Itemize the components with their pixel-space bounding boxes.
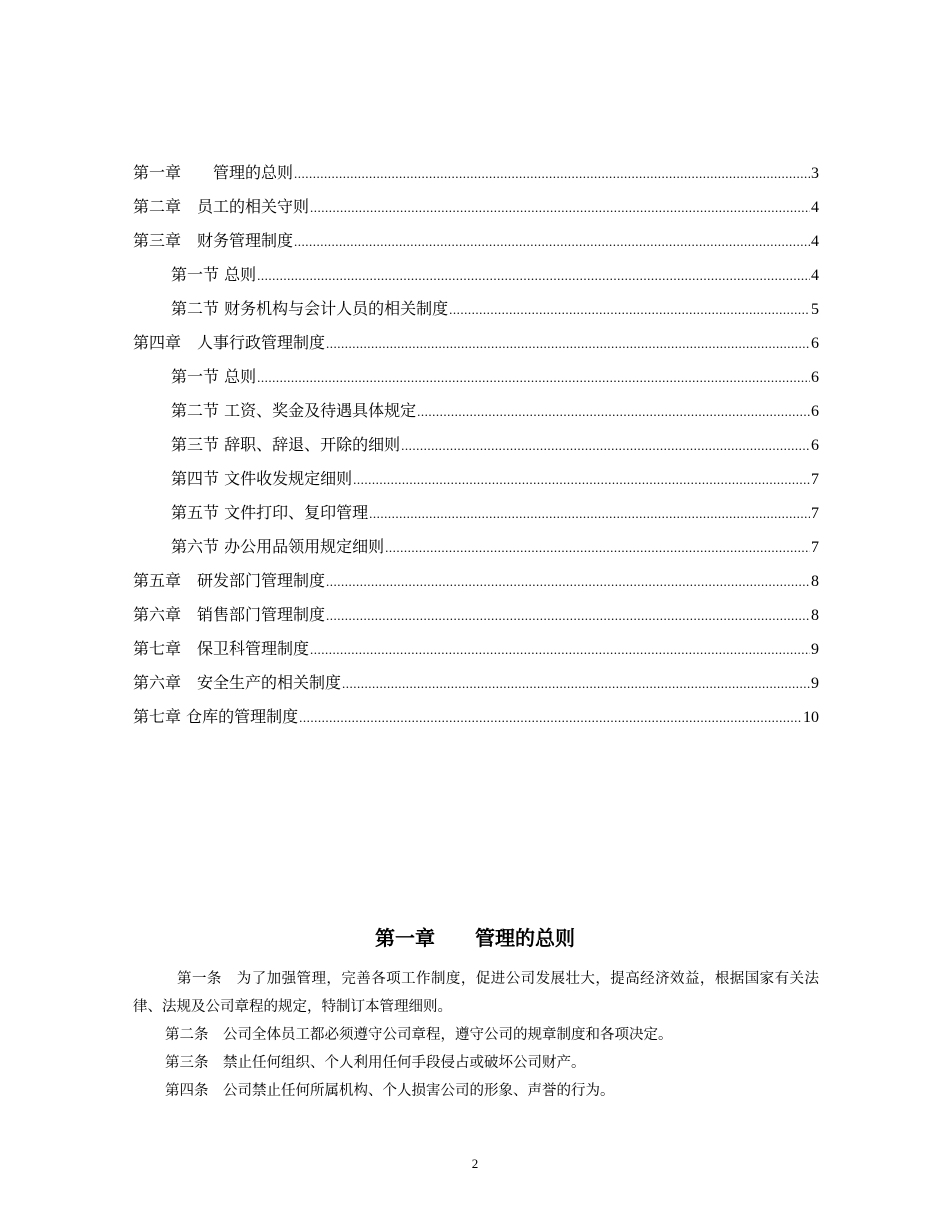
toc-entry-page: 6 <box>811 437 819 454</box>
toc-dot-leader <box>310 633 810 667</box>
toc-dot-leader <box>326 565 810 599</box>
toc-entry-page: 9 <box>811 675 819 692</box>
toc-entry[interactable] <box>133 258 819 292</box>
toc-dot-leader <box>310 191 810 225</box>
toc-entry[interactable] <box>133 156 819 190</box>
toc-entry-page: 10 <box>803 709 819 726</box>
toc-entry-label: 第一节 总则 <box>171 367 257 386</box>
toc-dot-leader <box>385 531 810 565</box>
toc-entry[interactable] <box>133 598 819 632</box>
toc-entry-page: 6 <box>811 369 819 386</box>
toc-entry-page: 7 <box>811 471 819 488</box>
article-paragraph: 第一条 为了加强管理，完善各项工作制度，促进公司发展壮大，提高经济效益，根据国家有关法律、法规及公司章程的规定，特制订本管理细则。 <box>133 971 819 1015</box>
toc-entry-label: 第一章 管理的总则 <box>133 163 294 182</box>
table-of-contents <box>133 156 819 734</box>
toc-entry-page: 8 <box>811 607 819 624</box>
toc-entry-page: 7 <box>811 539 819 556</box>
toc-entry[interactable] <box>133 224 819 258</box>
toc-entry[interactable] <box>133 666 819 700</box>
toc-entry[interactable] <box>133 632 819 666</box>
toc-dot-leader <box>257 361 810 395</box>
toc-entry-label: 第三节 辞职、辞退、开除的细则 <box>171 435 401 454</box>
page-number: 2 <box>471 1156 479 1171</box>
toc-dot-leader <box>401 429 810 463</box>
toc-entry[interactable] <box>133 496 819 530</box>
toc-entry-label: 第三章 财务管理制度 <box>133 231 294 250</box>
toc-dot-leader <box>342 667 810 701</box>
toc-entry[interactable] <box>133 462 819 496</box>
toc-entry-label: 第五章 研发部门管理制度 <box>133 571 326 590</box>
toc-entry-label: 第四节 文件收发规定细则 <box>171 469 353 488</box>
toc-entry-page: 4 <box>811 233 819 250</box>
toc-entry[interactable] <box>133 292 819 326</box>
toc-entry-page: 7 <box>811 505 819 522</box>
article-paragraph: 第四条 公司禁止任何所属机构、个人损害公司的形象、声誉的行为。 <box>165 1083 615 1099</box>
article-paragraph: 第三条 禁止任何组织、个人利用任何手段侵占或破坏公司财产。 <box>165 1055 586 1071</box>
toc-entry-label: 第二节 财务机构与会计人员的相关制度 <box>171 299 449 318</box>
toc-entry-label: 第五节 文件打印、复印管理 <box>171 503 369 522</box>
article-paragraph: 第二条 公司全体员工都必须遵守公司章程，遵守公司的规章制度和各项决定。 <box>165 1027 673 1043</box>
chapter-body <box>133 965 819 1105</box>
toc-entry[interactable] <box>133 700 819 734</box>
toc-entry-label: 第二章 员工的相关守则 <box>133 197 310 216</box>
toc-entry[interactable] <box>133 326 819 360</box>
toc-entry-label: 第四章 人事行政管理制度 <box>133 333 326 352</box>
toc-dot-leader <box>299 701 802 735</box>
toc-entry-label: 第六节 办公用品领用规定细则 <box>171 537 385 556</box>
toc-entry[interactable] <box>133 190 819 224</box>
toc-dot-leader <box>294 157 810 191</box>
toc-entry[interactable] <box>133 360 819 394</box>
toc-entry-label: 第六章 安全生产的相关制度 <box>133 673 342 692</box>
toc-entry-label: 第六章 销售部门管理制度 <box>133 605 326 624</box>
toc-entry[interactable] <box>133 530 819 564</box>
toc-entry-page: 6 <box>811 403 819 420</box>
toc-entry-page: 4 <box>811 199 819 216</box>
chapter-heading: 第一章 管理的总则 <box>375 926 575 950</box>
toc-dot-leader <box>449 293 810 327</box>
toc-dot-leader <box>353 463 810 497</box>
toc-entry-page: 8 <box>811 573 819 590</box>
toc-entry-label: 第七章 保卫科管理制度 <box>133 639 310 658</box>
toc-entry-page: 5 <box>811 301 819 318</box>
toc-entry[interactable] <box>133 564 819 598</box>
toc-dot-leader <box>326 327 810 361</box>
toc-entry-label: 第一节 总则 <box>171 265 257 284</box>
toc-entry-page: 6 <box>811 335 819 352</box>
toc-entry-page: 4 <box>811 267 819 284</box>
toc-dot-leader <box>294 225 810 259</box>
toc-dot-leader <box>369 497 810 531</box>
toc-entry-label: 第七章 仓库的管理制度 <box>133 707 299 726</box>
toc-dot-leader <box>257 259 810 293</box>
toc-dot-leader <box>326 599 810 633</box>
toc-entry-label: 第二节 工资、奖金及待遇具体规定 <box>171 401 417 420</box>
toc-entry-page: 3 <box>811 165 819 182</box>
toc-entry[interactable] <box>133 394 819 428</box>
toc-entry-page: 9 <box>811 641 819 658</box>
toc-dot-leader <box>417 395 810 429</box>
toc-entry[interactable] <box>133 428 819 462</box>
